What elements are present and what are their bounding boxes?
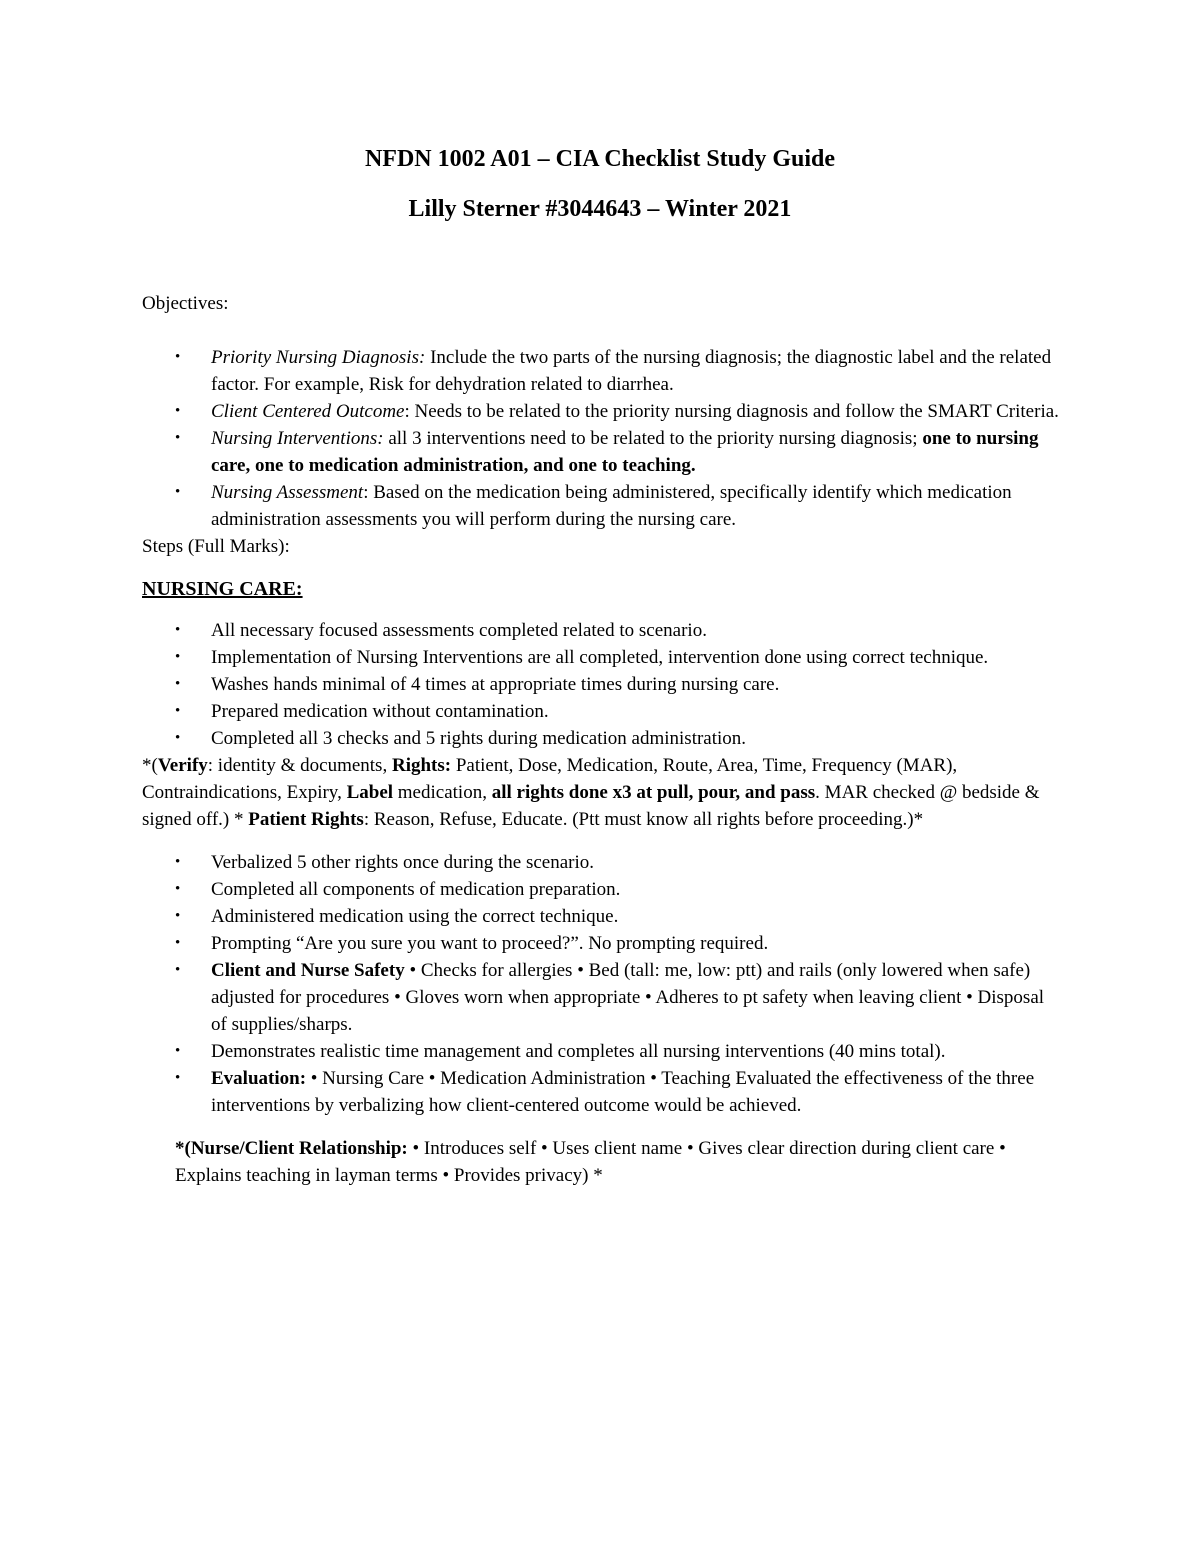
objective-term: Priority Nursing Diagnosis: <box>211 347 426 368</box>
note-bold: Rights: <box>391 755 452 776</box>
document-body <box>142 290 1062 1189</box>
objective-text: all 3 interventions need to be related to the priority nursing diagnosis; <box>383 428 923 449</box>
list-item <box>142 849 1062 876</box>
objectives-list <box>142 344 1062 533</box>
list-item-text: Completed all 3 checks and 5 rights during medication administration. <box>211 728 747 749</box>
evaluation-label: Evaluation: <box>211 1068 307 1089</box>
objective-text: Include the two parts of the nursing diagnosis; the diagnostic label and the related factor. For example, Risk for dehydration related to diarrhea. <box>211 347 1052 395</box>
bullet-icon: • <box>175 730 181 746</box>
nursing-care-list-a <box>142 617 1062 752</box>
bullet-icon: • <box>175 649 181 665</box>
note-bold: all rights done x3 at pull, pour, and pass <box>491 782 816 803</box>
list-item <box>142 671 1062 698</box>
list-item-text: All necessary focused assessments completed related to scenario. <box>211 620 707 641</box>
nursing-care-heading: NURSING CARE: <box>142 578 303 600</box>
list-item <box>142 479 1062 533</box>
bullet-icon: • <box>175 1043 181 1059</box>
note-text: . MAR checked @ bedside & signed off.) * <box>142 782 1040 830</box>
list-item <box>142 1038 1062 1065</box>
safety-label: Client and Nurse Safety <box>211 960 405 981</box>
bullet-icon: • <box>175 703 181 719</box>
list-item <box>142 903 1062 930</box>
note-text: : identity & documents, <box>207 755 392 776</box>
list-item <box>142 698 1062 725</box>
list-item <box>142 930 1062 957</box>
document-title: NFDN 1002 A01 – CIA Checklist Study Guide <box>364 146 836 172</box>
bullet-icon: • <box>175 854 181 870</box>
note-text: *( <box>142 755 158 776</box>
list-item-text: Demonstrates realistic time management and completes all nursing interventions (40 mins total). <box>211 1041 946 1062</box>
note-text: Patient, Dose, Medication, Route, Area, Time, Frequency (MAR), Contraindications, Expiry, <box>142 755 958 803</box>
evaluation-text: • Nursing Care • Medication Administration • Teaching Evaluated the effectiveness of the three interventions by verbalizing how client-centered outcome would be achieved. <box>211 1068 1035 1116</box>
bullet-icon: • <box>175 676 181 692</box>
note-bold: Verify <box>157 755 208 776</box>
bullet-icon: • <box>175 908 181 924</box>
nurse-client-relationship <box>142 1135 1062 1189</box>
objective-term: Nursing Interventions: <box>211 428 384 449</box>
nursing-care-list-b <box>142 849 1062 1119</box>
list-item <box>142 617 1062 644</box>
list-item <box>142 425 1062 479</box>
objective-text: : Based on the medication being administered, specifically identify which medication administration assessments you will perform during the nursing care. <box>211 482 1012 530</box>
list-item <box>142 344 1062 398</box>
list-item-text: Verbalized 5 other rights once during the scenario. <box>211 852 595 873</box>
steps-label: Steps (Full Marks): <box>142 536 290 557</box>
relationship-text: • Introduces self • Uses client name • Gives clear direction during client care • Explains teaching in layman terms • Provides privacy) * <box>175 1138 1006 1186</box>
note-bold: Label <box>346 782 394 803</box>
note-text: : Reason, Refuse, Educate. (Ptt must know all rights before proceeding.)* <box>363 809 924 830</box>
note-bold: Patient Rights <box>248 809 364 830</box>
bullet-icon: • <box>175 1070 181 1086</box>
list-item-text: Implementation of Nursing Interventions are all completed, intervention done using correct technique. <box>211 647 989 668</box>
objective-term: Client Centered Outcome <box>211 401 405 422</box>
objective-text: : Needs to be related to the priority nursing diagnosis and follow the SMART Criteria. <box>404 401 1059 422</box>
bullet-icon: • <box>175 962 181 978</box>
bullet-icon: • <box>175 403 181 419</box>
rights-note <box>142 752 1062 833</box>
bullet-icon: • <box>175 881 181 897</box>
bullet-icon: • <box>175 484 181 500</box>
document-subtitle: Lilly Sterner #3044643 – Winter 2021 <box>408 196 792 222</box>
safety-text: • Checks for allergies • Bed (tall: me, low: ptt) and rails (only lowered when safe) adjusted for procedures • Gloves worn when appropriate • Adheres to pt safety when leaving client • Disposal of supplies/sharps. <box>211 960 1045 1035</box>
objective-bold-text: one to nursing care, one to medication administration, and one to teaching. <box>211 428 1039 476</box>
objectives-label: Objectives: <box>142 293 229 314</box>
list-item <box>142 725 1062 752</box>
bullet-icon: • <box>175 349 181 365</box>
list-item <box>142 644 1062 671</box>
list-item <box>142 876 1062 903</box>
list-item <box>142 398 1062 425</box>
list-item-text: Prepared medication without contamination. <box>211 701 549 722</box>
list-item-text: Washes hands minimal of 4 times at appropriate times during nursing care. <box>211 674 780 695</box>
note-text: medication, <box>393 782 492 803</box>
objective-term: Nursing Assessment <box>211 482 364 503</box>
bullet-icon: • <box>175 430 181 446</box>
list-item-text: Administered medication using the correct technique. <box>211 906 619 927</box>
list-item <box>142 957 1062 1038</box>
relationship-label: *(Nurse/Client Relationship: <box>175 1138 408 1159</box>
list-item-text: Prompting “Are you sure you want to proceed?”. No prompting required. <box>211 933 769 954</box>
bullet-icon: • <box>175 622 181 638</box>
bullet-icon: • <box>175 935 181 951</box>
list-item-text: Completed all components of medication preparation. <box>211 879 621 900</box>
list-item <box>142 1065 1062 1119</box>
